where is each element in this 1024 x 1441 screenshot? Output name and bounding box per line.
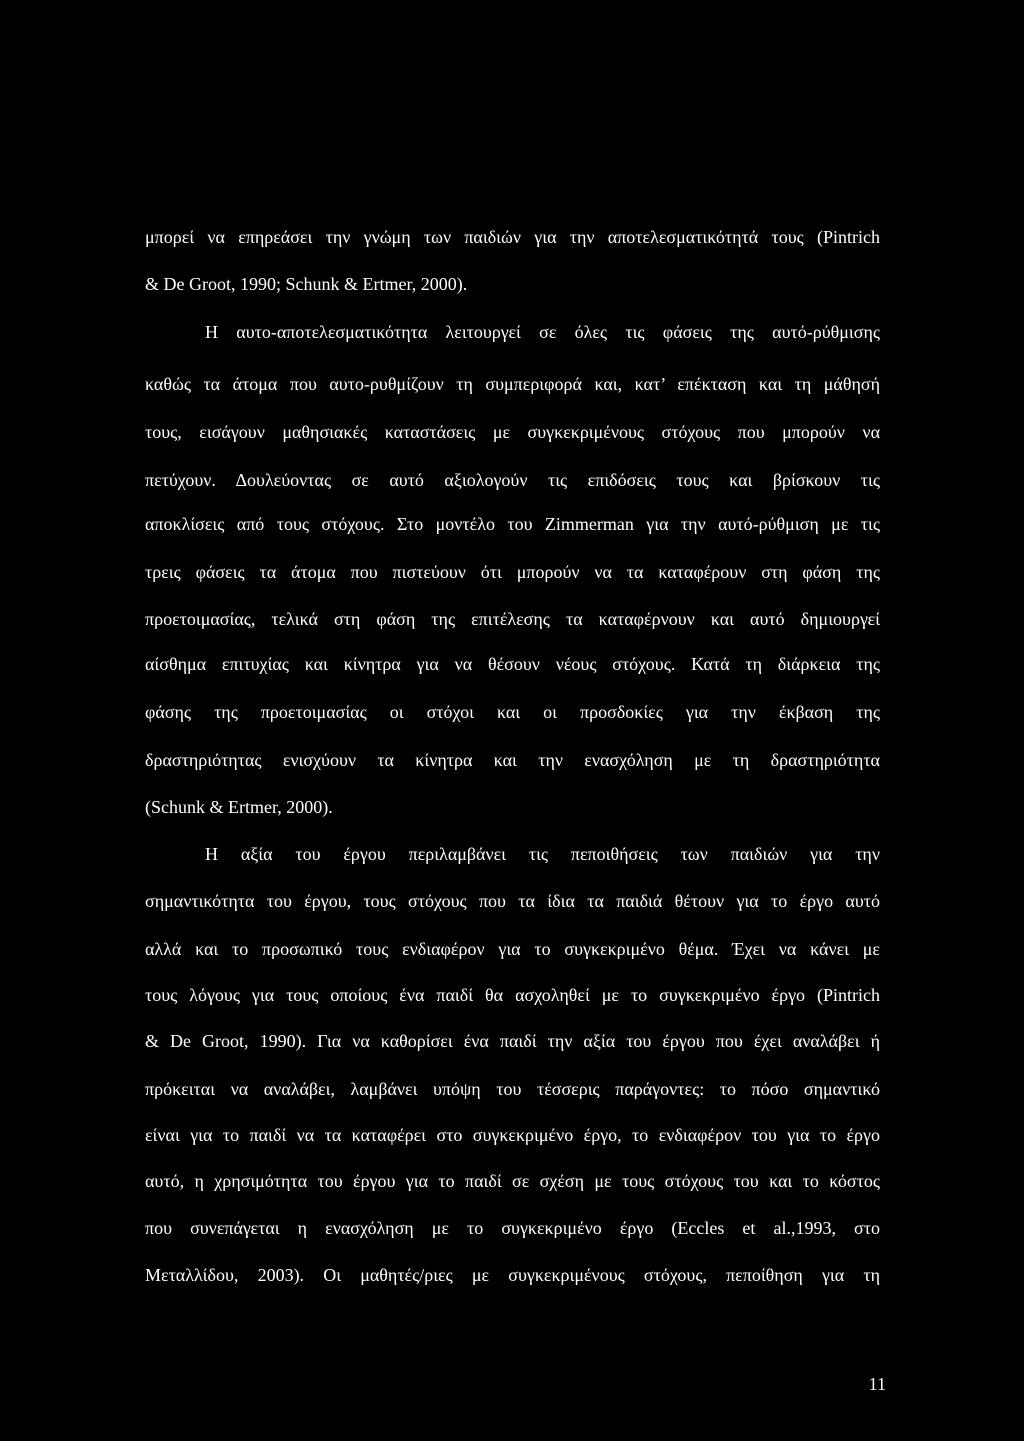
text-line: & De Groot, 1990; Schunk & Ertmer, 2000). [145,274,468,294]
text-line: αλλά και το προσωπικό τους ενδιαφέρον για το συγκεκριμένο θέμα. Έχει να κάνει με [145,939,880,959]
text-line: Η αυτο-αποτελεσματικότητα λειτουργεί σε όλες τις φάσεις της αυτό-ρύθμισης [205,322,880,342]
text-line: Η αξία του έργου περιλαμβάνει τις πεποιθήσεις των παιδιών για την [205,844,880,864]
text-line: τους, εισάγουν μαθησιακές καταστάσεις με συγκεκριμένους στόχους που μπορούν να [145,422,880,442]
text-line: τρεις φάσεις τα άτομα που πιστεύουν ότι μπορούν να τα καταφέρουν στη φάση της [145,562,880,582]
text-line: πετύχουν. Δουλεύοντας σε αυτό αξιολογούν τις επιδόσεις τους και βρίσκουν τις [145,470,880,490]
text-line: φάσης της προετοιμασίας οι στόχοι και οι προσδοκίες για την έκβαση της [145,702,880,722]
text-line: τους λόγους για τους οποίους ένα παιδί θα ασχοληθεί με το συγκεκριμένο έργο (Pintrich [145,985,880,1005]
text-line: αυτό, η χρησιμότητα του έργου για το παιδί σε σχέση με τους στόχους του και το κόστος [145,1171,880,1191]
text-line: (Schunk & Ertmer, 2000). [145,797,333,817]
page-number: 11 [868,1374,886,1394]
text-line: Μεταλλίδου, 2003). Οι μαθητές/ριες με συγκεκριμένους στόχους, πεποίθηση για τη [145,1265,880,1285]
text-line: πρόκειται να αναλάβει, λαμβάνει υπόψη του τέσσερις παράγοντες: το πόσο σημαντικό [145,1079,880,1099]
text-line: προετοιμασίας, τελικά στη φάση της επιτέλεσης τα καταφέρνουν και αυτό δημιουργεί [145,609,880,629]
text-line: δραστηριότητας ενισχύουν τα κίνητρα και την ενασχόληση με τη δραστηριότητα [145,750,880,770]
text-line: καθώς τα άτομα που αυτο-ρυθμίζουν τη συμπεριφορά και, κατ’ επέκταση και τη μάθησή [145,374,880,394]
text-line: αποκλίσεις από τους στόχους. Στο μοντέλο του Zimmerman για την αυτό-ρύθμιση με τις [145,514,880,534]
text-line: αίσθημα επιτυχίας και κίνητρα για να θέσουν νέους στόχους. Κατά τη διάρκεια της [145,654,880,674]
text-line: σημαντικότητα του έργου, τους στόχους που τα ίδια τα παιδιά θέτουν για το έργο αυτό [145,891,880,911]
text-line: μπορεί να επηρεάσει την γνώμη των παιδιών για την αποτελεσματικότητά τους (Pintrich [145,227,880,247]
text-line: είναι για το παιδί να τα καταφέρει στο συγκεκριμένο έργο, το ενδιαφέρον του για το έργο [145,1125,880,1145]
text-line: που συνεπάγεται η ενασχόληση με το συγκεκριμένο έργο (Eccles et al.,1993, στο [145,1218,880,1238]
text-line: & De Groot, 1990). Για να καθορίσει ένα παιδί την αξία του έργου που έχει αναλάβει ή [145,1031,880,1051]
